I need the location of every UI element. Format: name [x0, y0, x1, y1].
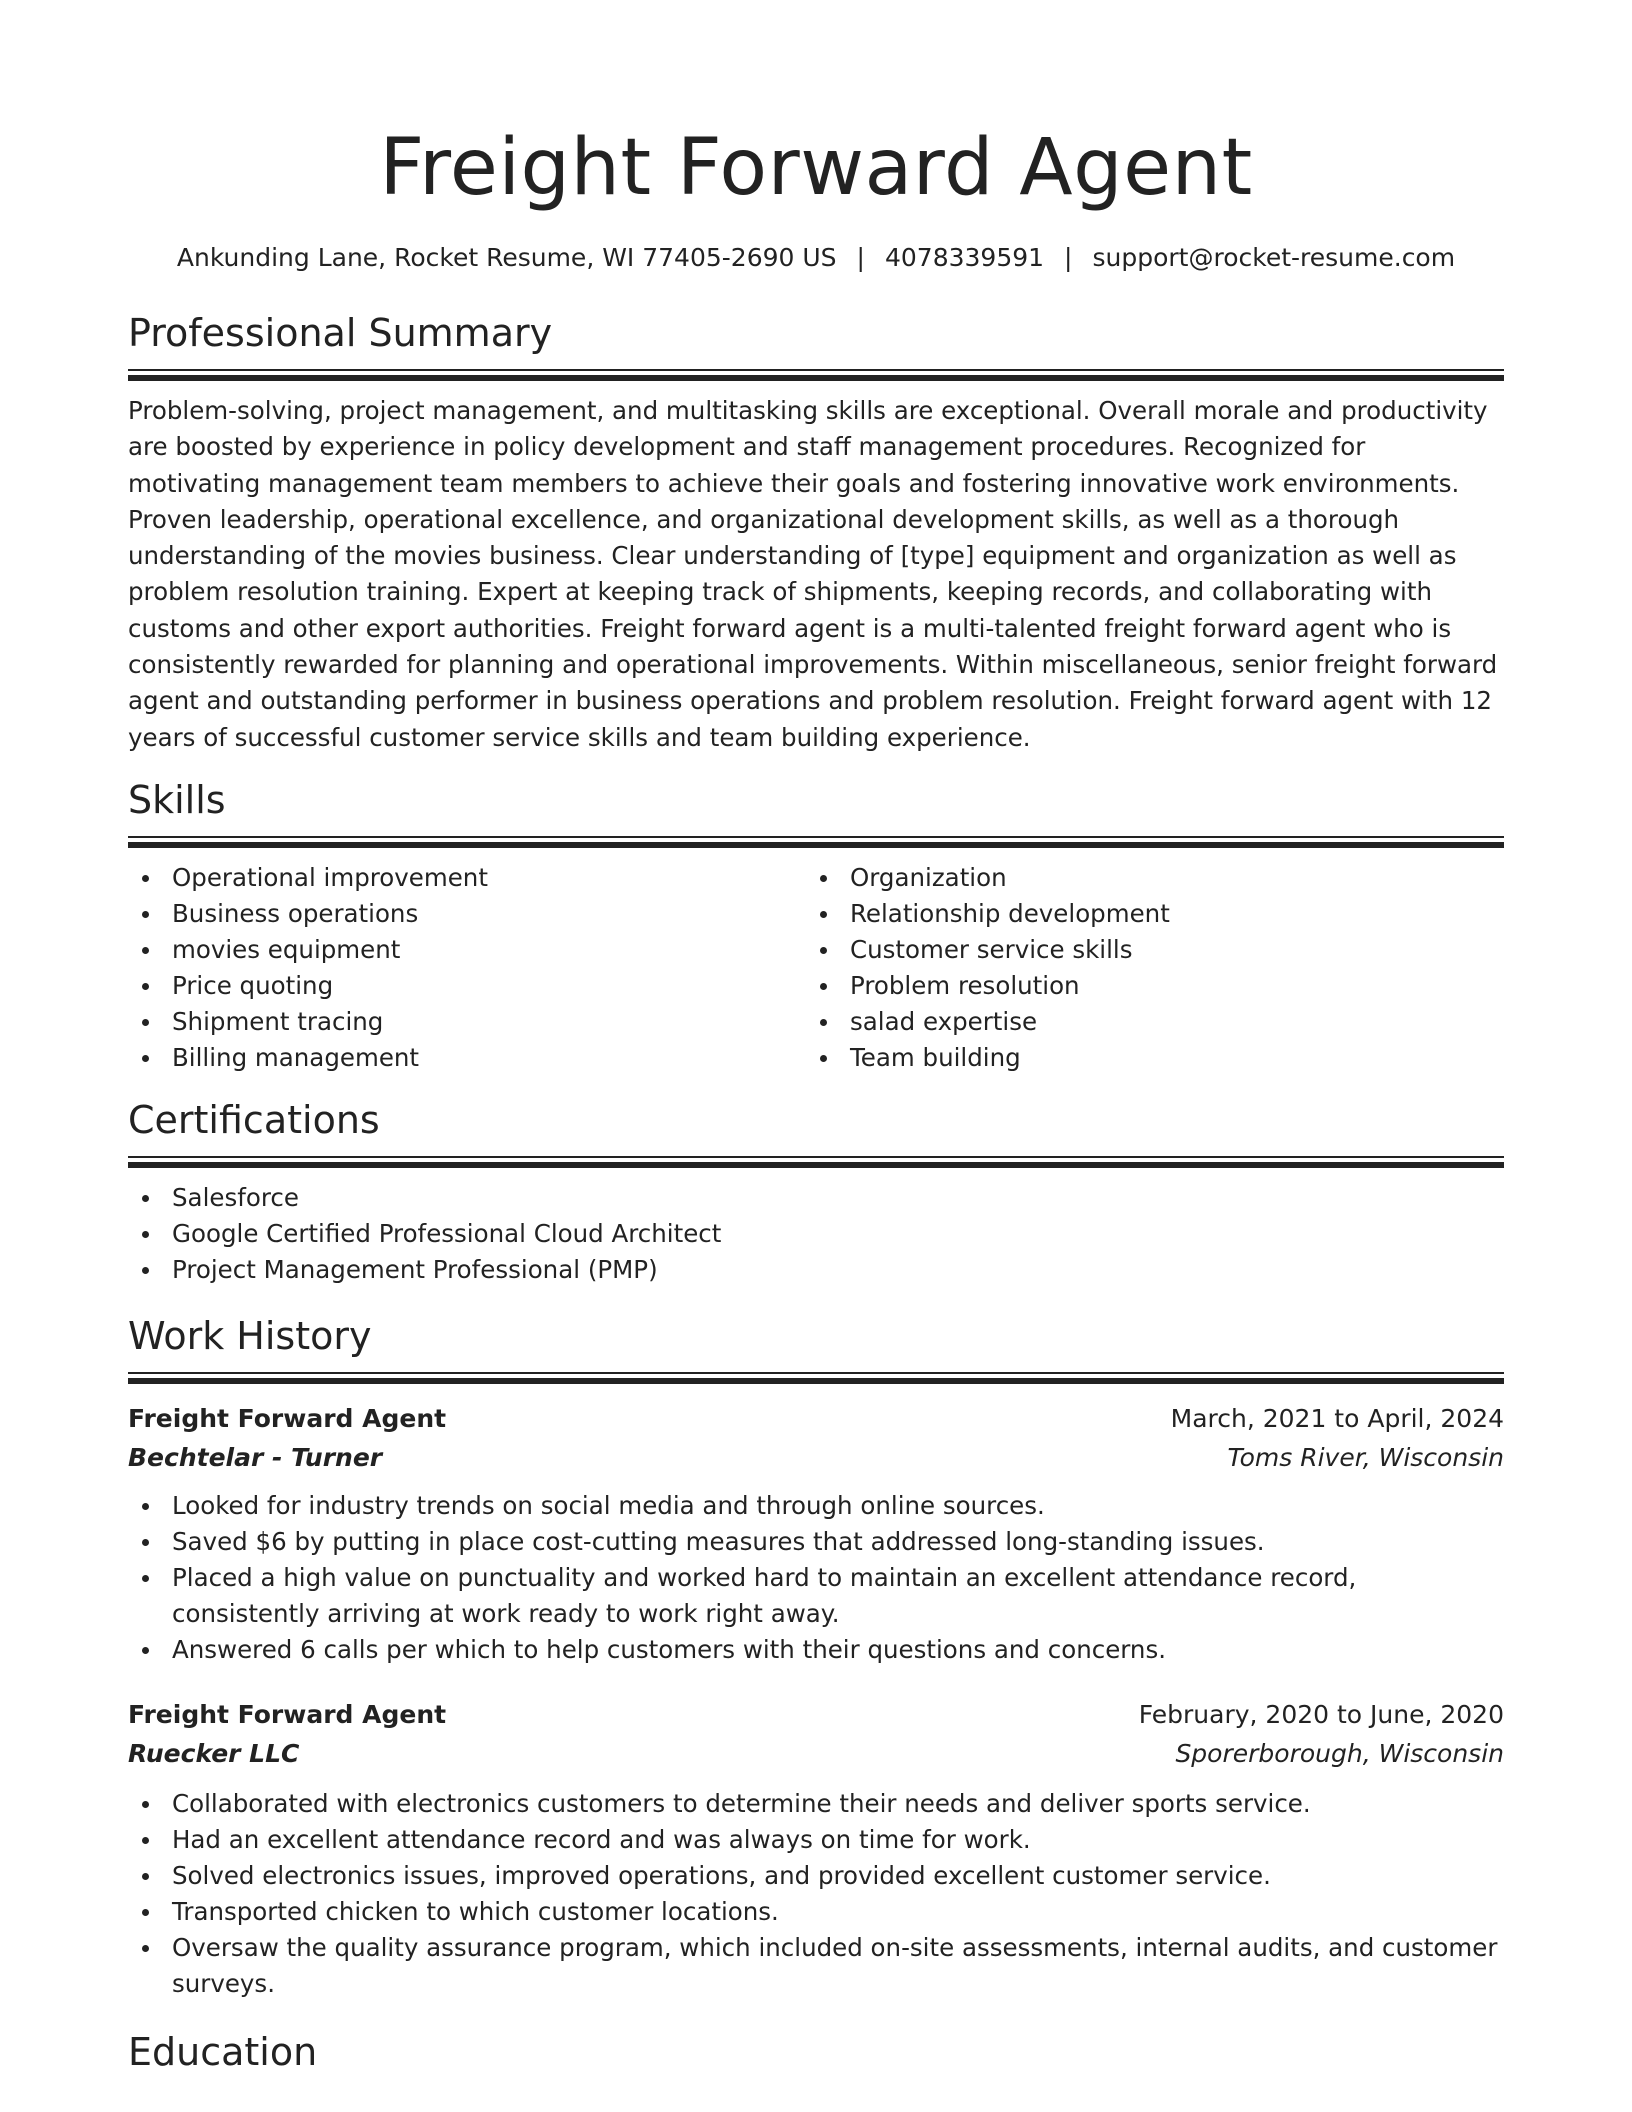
education-section	[128, 2028, 1504, 2076]
job-title: Freight Forward Agent	[128, 1699, 447, 1729]
contact-separator: |	[1064, 243, 1073, 272]
job-bullet: Looked for industry trends on social media and through online sources.	[128, 1488, 1504, 1524]
skill-item: Problem resolution	[806, 968, 1484, 1004]
job-bullet: Saved $6 by putting in place cost-cutting measures that addressed long-standing issues.	[128, 1524, 1504, 1560]
section-title-summary: Professional Summary	[128, 311, 553, 355]
skill-item: Operational improvement	[128, 860, 806, 896]
job-bullet: Oversaw the quality assurance program, which included on-site assessments, internal audits, and customer surveys.	[128, 1930, 1504, 2002]
section-divider	[128, 369, 1504, 381]
resume-page	[128, 0, 1504, 2076]
skill-item: Business operations	[128, 896, 806, 932]
skills-column-right	[806, 860, 1484, 1076]
contact-phone: 4078339591	[884, 243, 1045, 272]
section-divider	[128, 1372, 1504, 1384]
certification-item: Salesforce	[128, 1180, 1504, 1216]
job-bullet: Solved electronics issues, improved operations, and provided excellent customer service.	[128, 1858, 1504, 1894]
job-bullet: Collaborated with electronics customers to determine their needs and deliver sports service.	[128, 1786, 1504, 1822]
skill-item: Customer service skills	[806, 932, 1484, 968]
job-location: Sporerborough, Wisconsin	[1175, 1738, 1504, 1768]
section-divider	[128, 1156, 1504, 1168]
section-divider	[128, 836, 1504, 848]
section-title-education: Education	[128, 2029, 318, 2074]
skills-section	[128, 776, 1504, 1076]
section-title-skills: Skills	[128, 777, 226, 822]
summary-text: Problem-solving, project management, and multitasking skills are exceptional. Overall morale and productivity are boosted by experience in policy development and staff management procedures. Recognized for motivating management team members to achieve their goals and fostering innovative work environments. Proven leadership, operational excellence, and organizational development skills, as well as a thorough understanding of the movies business. Clear understanding of [type] equipment and organization as well as problem resolution training. Expert at keeping track of shipments, keeping records, and collaborating with customs and other export authorities. Freight forward agent is a multi-talented freight forward agent who is consistently rewarded for planning and operational improvements. Within miscellaneous, senior freight forward agent and outstanding performer in business operations and problem resolution. Freight forward agent with 12 years of successful customer service skills and team building experience.	[128, 396, 1498, 752]
job-company: Bechtelar - Turner	[128, 1442, 383, 1472]
job-location: Toms River, Wisconsin	[1227, 1442, 1504, 1472]
skill-item: Shipment tracing	[128, 1004, 806, 1040]
job-company: Ruecker LLC	[128, 1738, 300, 1768]
contact-separator: |	[856, 243, 865, 272]
job-dates: March, 2021 to April, 2024	[1170, 1403, 1504, 1433]
certification-item: Google Certified Professional Cloud Architect	[128, 1216, 1504, 1252]
contact-email: support@rocket-resume.com	[1092, 243, 1456, 272]
skills-column-left	[128, 860, 806, 1076]
skill-item: Organization	[806, 860, 1484, 896]
job-dates: February, 2020 to June, 2020	[1138, 1699, 1504, 1729]
job-entry	[128, 1696, 1504, 2002]
skill-item: Relationship development	[806, 896, 1484, 932]
skill-item: Team building	[806, 1040, 1484, 1076]
skill-item: Price quoting	[128, 968, 806, 1004]
certification-item: Project Management Professional (PMP)	[128, 1252, 1504, 1288]
job-bullet: Placed a high value on punctuality and worked hard to maintain an excellent attendance record, consistently arriving at work ready to work right away.	[128, 1560, 1504, 1632]
skill-item: Billing management	[128, 1040, 806, 1076]
job-bullet: Transported chicken to which customer locations.	[128, 1894, 1504, 1930]
section-title-work-history: Work History	[128, 1313, 372, 1358]
job-bullet: Had an excellent attendance record and was always on time for work.	[128, 1822, 1504, 1858]
section-title-certifications: Certifications	[128, 1097, 380, 1142]
summary-section	[128, 309, 1504, 756]
contact-line	[128, 240, 1504, 276]
certifications-section	[128, 1096, 1504, 1288]
skill-item: salad expertise	[806, 1004, 1484, 1040]
contact-address: Ankunding Lane, Rocket Resume, WI 77405-2690 US	[176, 243, 837, 272]
job-bullet: Answered 6 calls per which to help customers with their questions and concerns.	[128, 1632, 1504, 1668]
work-history-section	[128, 1312, 1504, 2002]
skills-grid	[128, 860, 1504, 1076]
skill-item: movies equipment	[128, 932, 806, 968]
job-entry	[128, 1400, 1504, 1668]
resume-name: Freight Forward Agent	[379, 123, 1253, 213]
job-title: Freight Forward Agent	[128, 1403, 447, 1433]
